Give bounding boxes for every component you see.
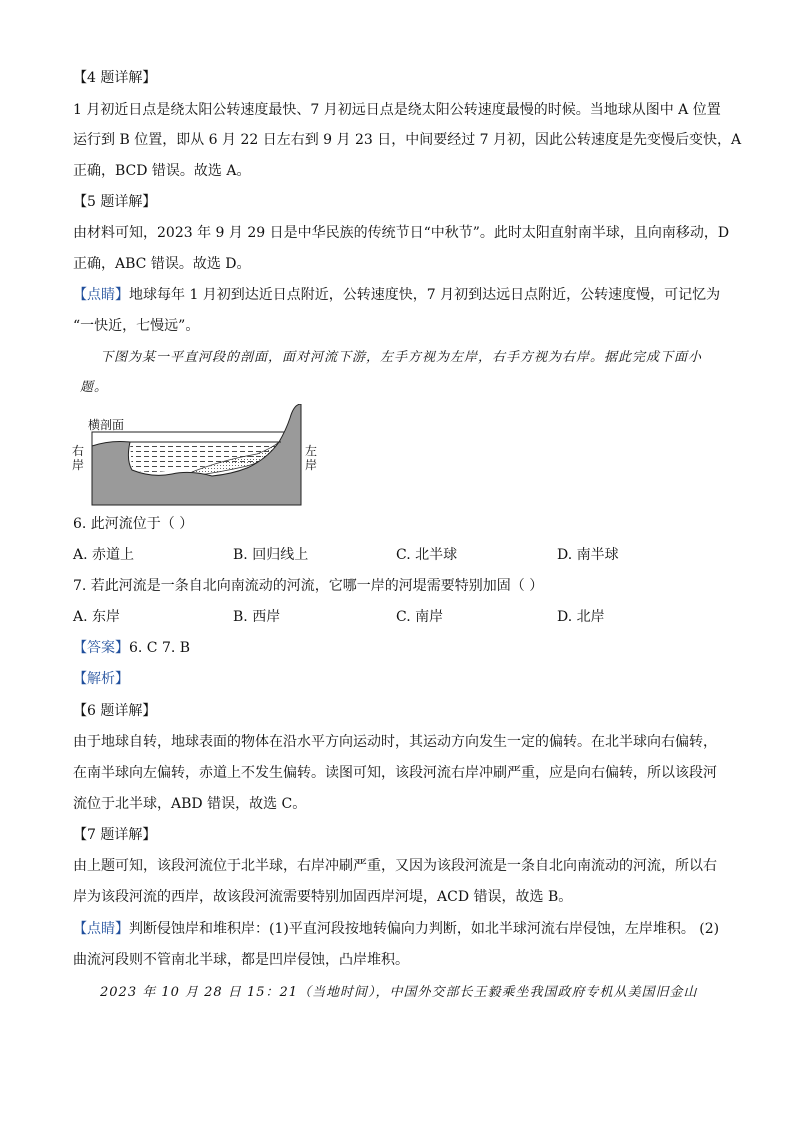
tip-tag: 【点睛】 — [73, 921, 129, 937]
heading-q6-detail: 【6 题详解】 — [73, 703, 157, 719]
answer-text: 6. C 7. B — [129, 640, 191, 656]
paragraph-line: 运行到 B 位置，即从 6 月 22 日左右到 9 月 23 日，中间要经过 7 月初，因此公转速度是先变慢后变快，A — [73, 132, 742, 148]
paragraph-line: 在南半球向左偏转，赤道上不发生偏转。读图可知，该段河流右岸冲刷严重，应是向右偏转，所以该段河 — [73, 765, 717, 781]
answer-tag: 【答案】 — [73, 640, 129, 656]
paragraph-line: 由材料可知，2023 年 9 月 29 日是中华民族的传统节日“中秋节”。此时太阳直射南半球，且向南移动，D — [73, 225, 730, 241]
left-bank-label: 左岸 — [305, 444, 318, 472]
tip-line — [73, 919, 719, 939]
heading-q5-detail: 【5 题详解】 — [73, 194, 157, 210]
paragraph-line: 正确，BCD 错误。故选 A。 — [73, 163, 251, 179]
question-7-stem: 7. 若此河流是一条自北向南流动的河流，它哪一岸的河堤需要特别加固（ ） — [73, 578, 544, 594]
paragraph-line: 由上题可知，该段河流位于北半球，右岸冲刷严重，又因为该段河流是一条自北向南流动的河流，所以右 — [73, 858, 717, 874]
q7-option-d: D. 北岸 — [557, 609, 605, 625]
figure-title: 横剖面 — [88, 418, 125, 432]
paragraph-line: 1 月初近日点是绕太阳公转速度最快、7 月初远日点是绕太阳公转速度最慢的时候。当地球从图中 A 位置 — [73, 102, 721, 118]
material-intro: 下图为某一平直河段的剖面，面对河流下游，左手方视为左岸，右手方视为右岸。据此完成下面小 — [100, 350, 703, 365]
river-cross-section-figure — [72, 404, 318, 510]
paragraph-line: 正确，ABC 错误。故选 D。 — [73, 256, 251, 272]
tip-tag: 【点睛】 — [73, 287, 129, 303]
q6-option-a: A. 赤道上 — [73, 547, 135, 563]
paragraph-line: 由于地球自转，地球表面的物体在沿水平方向运动时，其运动方向发生一定的偏转。在北半球向右偏转， — [73, 734, 717, 750]
tip-line — [73, 285, 720, 305]
q6-option-d: D. 南半球 — [557, 547, 619, 563]
analysis-tag: 【解析】 — [73, 671, 129, 687]
right-bank-label: 右岸 — [72, 444, 85, 472]
q6-option-c: C. 北半球 — [396, 547, 458, 563]
next-material-intro: 2023 年 10 月 28 日 15：21（当地时间），中国外交部长王毅乘坐我国政府专机从美国旧金山 — [100, 985, 698, 1000]
q7-option-c: C. 南岸 — [396, 609, 444, 625]
paragraph-line: 岸为该段河流的西岸，故该段河流需要特别加固西岸河堤，ACD 错误，故选 B。 — [73, 889, 573, 905]
answer-line — [73, 638, 190, 658]
question-6-stem: 6. 此河流位于（ ） — [73, 516, 194, 532]
q6-option-b: B. 回归线上 — [233, 547, 309, 563]
q7-option-b: B. 西岸 — [233, 609, 281, 625]
tip-text: 判断侵蚀岸和堆积岸：(1)平直河段按地转偏向力判断，如北半球河流右岸侵蚀，左岸堆积。 (2) — [129, 921, 720, 937]
q7-option-a: A. 东岸 — [73, 609, 121, 625]
heading-q7-detail: 【7 题详解】 — [73, 827, 157, 843]
tip-text: 地球每年 1 月初到达近日点附近，公转速度快，7 月初到达远日点附近，公转速度慢，可记忆为 — [129, 287, 721, 303]
paragraph-line: 曲流河段则不管南北半球，都是凹岸侵蚀，凸岸堆积。 — [73, 952, 409, 968]
paragraph-line: 流位于北半球，ABD 错误，故选 C。 — [73, 796, 307, 812]
heading-q4-detail: 【4 题详解】 — [73, 70, 157, 86]
paragraph-line: “一快近，七慢远”。 — [73, 318, 200, 334]
material-intro-end: 题。 — [80, 380, 109, 395]
